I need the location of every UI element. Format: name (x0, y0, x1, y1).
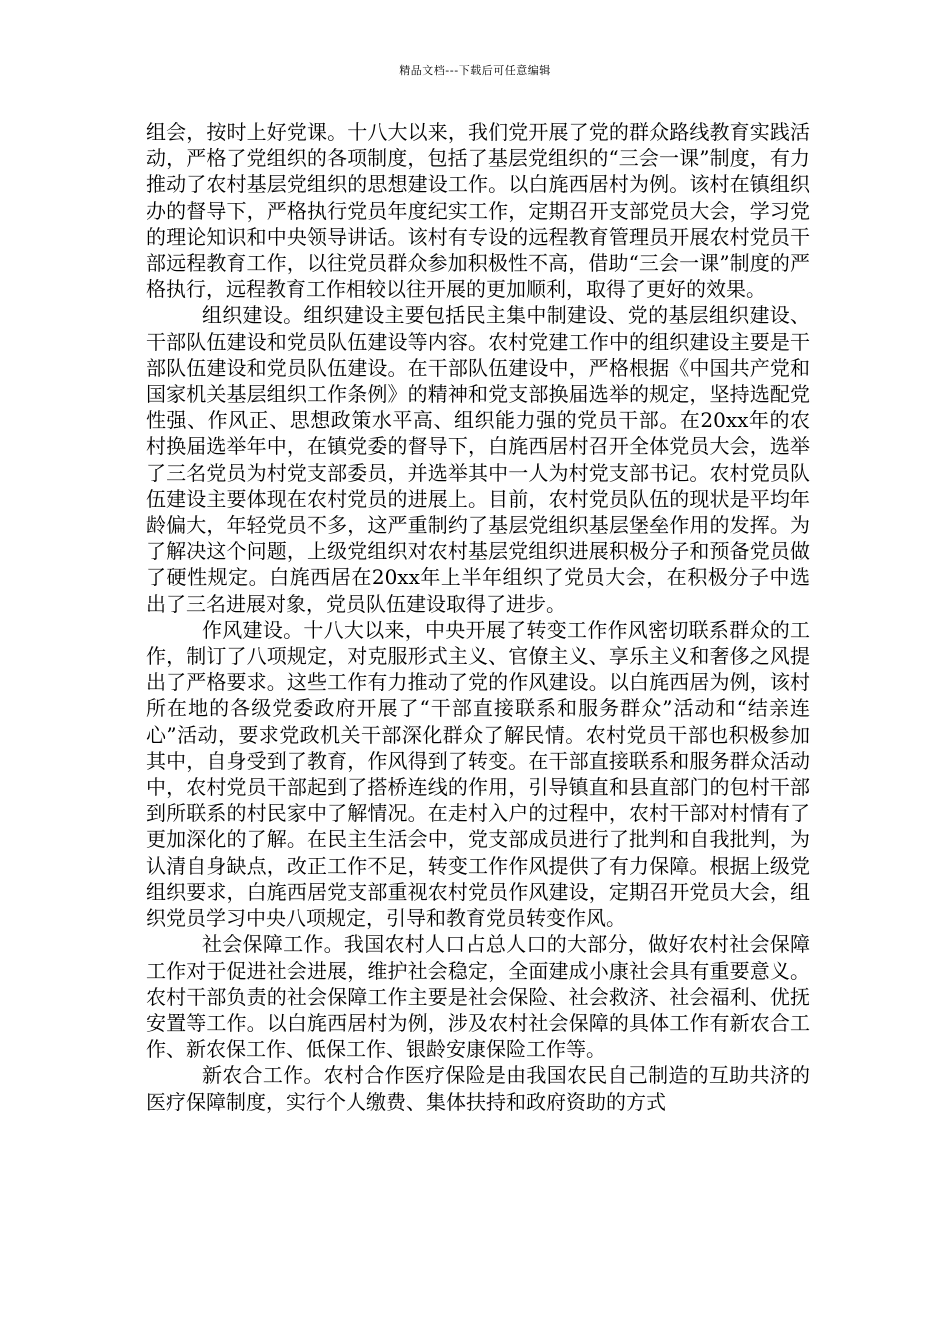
paragraph-work-style-building: 作风建设。十八大以来，中央开展了转变工作作风密切联系群众的工作，制订了八项规定，对克服形式主义、官僚主义、享乐主义和奢侈之风提出了严格要求。这些工作有力推动了党的作风建设。以白旄西居为例，该村所在地的各级党委政府开展了“干部直接联系和服务群众”活动和“结亲连心”活动，要求党政机关干部深化群众了解民情。农村党员干部也积极参加其中，自身受到了教育，作风得到了转变。在干部直接联系和服务群众活动中，农村党员干部起到了搭桥连线的作用，引导镇直和县直部门的包村干部到所联系的村民家中了解情况。在走村入户的过程中，农村干部对村情有了更加深化的了解。在民主生活会中，党支部成员进行了批判和自我批判，为认清自身缺点，改正工作不足，转变工作作风提供了有力保障。根据上级党组织要求，白旄西居党支部重视农村党员作风建设，定期召开党员大会，组织党员学习中央八项规定，引导和教育党员转变作风。 (146, 617, 810, 931)
paragraph-rural-cooperative-medical: 新农合工作。农村合作医疗保险是由我国农民自己制造的互助共济的医疗保障制度，实行个人缴费、集体扶持和政府资助的方式 (146, 1063, 810, 1114)
page-header: 精品文档---下载后可任意编辑 (399, 64, 551, 77)
document-body (146, 119, 810, 1115)
paragraph-organization-building: 组织建设。组织建设主要包括民主集中制建设、党的基层组织建设、干部队伍建设和党员队伍建设等内容。农村党建工作中的组织建设主要是干部队伍建设和党员队伍建设。在干部队伍建设中，严格根据《中国共产党和国家机关基层组织工作条例》的精神和党支部换届选举的规定，坚持选配党性强、作风正、思想政策水平高、组织能力强的党员干部。在20xx年的农村换届选举年中，在镇党委的督导下，白旄西居村召开全体党员大会，选举了三名党员为村党支部委员，并选举其中一人为村党支部书记。农村党员队伍建设主要体现在农村党员的进展上。目前，农村党员队伍的现状是平均年龄偏大，年轻党员不多，这严重制约了基层党组织基层堡垒作用的发挥。为了解决这个问题，上级党组织对农村基层党组织进展积极分子和预备党员做了硬性规定。白旄西居在20xx年上半年组织了党员大会，在积极分子中选出了三名进展对象，党员队伍建设取得了进步。 (146, 303, 810, 616)
paragraph-social-security: 社会保障工作。我国农村人口占总人口的大部分，做好农村社会保障工作对于促进社会进展，维护社会稳定，全面建成小康社会具有重要意义。农村干部负责的社会保障工作主要是社会保险、社会救济、社会福利、优抚安置等工作。以白旄西居村为例，涉及农村社会保障的具体工作有新农合工作、新农保工作、低保工作、银龄安康保险工作等。 (146, 932, 810, 1062)
paragraph-party-lessons: 组会，按时上好党课。十八大以来，我们党开展了党的群众路线教育实践活动，严格了党组织的各项制度，包括了基层党组织的“三会一课”制度，有力推动了农村基层党组织的思想建设工作。以白旄西居村为例。该村在镇组织办的督导下，严格执行党员年度纪实工作，定期召开支部党员大会，学习党的理论知识和中央领导讲话。该村有专设的远程教育管理员开展农村党员干部远程教育工作，以往党员群众参加积极性不高，借助“三会一课”制度的严格执行，远程教育工作相较以往开展的更加顺利，取得了更好的效果。 (146, 120, 810, 302)
